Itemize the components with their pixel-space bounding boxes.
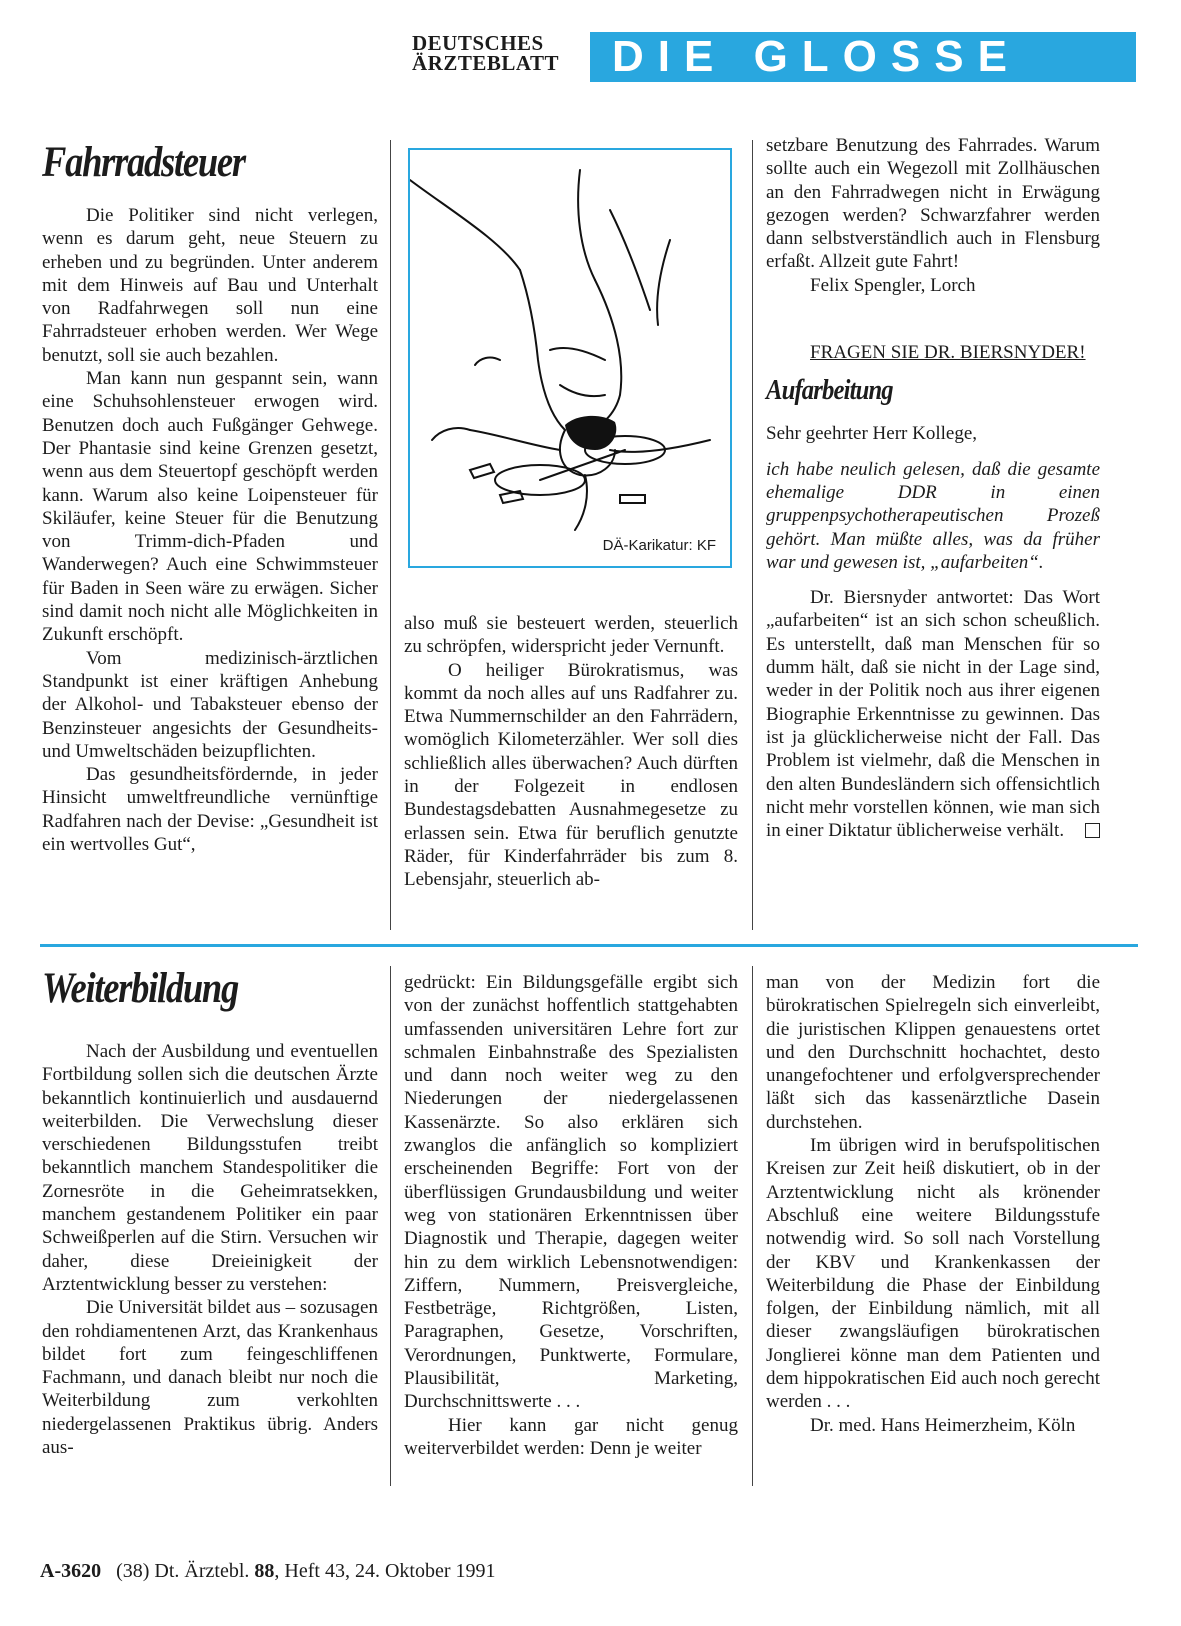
author-signature: Dr. med. Hans Heimerzheim, Köln xyxy=(810,1414,1076,1436)
column-divider xyxy=(390,966,391,1486)
cartoon-drawing xyxy=(410,150,730,566)
citation: (38) Dt. Ärztebl. xyxy=(116,1560,250,1582)
end-box-icon xyxy=(1085,823,1100,838)
paragraph: Die Universität bildet aus – sozusagen den rohdiamentenen Arzt, das Krankenhaus bildet fort zum feingeschliffenen Fachmann, und danach bleibt nur noch die Weiterbildung zum verkohlten niedergelassenen Praktikus übrig. Anders aus- xyxy=(42,1297,378,1459)
article-title-aufarbeitung: Aufarbeitung xyxy=(766,374,893,407)
section-banner xyxy=(590,32,1136,82)
paragraph: Hier kann gar nicht genug weiterverbildet werden: Denn je weiter xyxy=(404,1414,738,1459)
reader-question: ich habe neulich gelesen, daß die gesamte ehemalige DDR in einen gruppenpsychotherapeutischen Prozeß gehört. Man müßte alles, was da früher war und gewesen ist, „aufarbeiten“. xyxy=(766,458,1100,573)
article1-column2 xyxy=(404,612,738,892)
paragraph: setzbare Benutzung des Fahrrades. Warum sollte auch ein Wegezoll mit Zollhäuschen an den Fahrradwegen nicht in Erwägung gezogen werden? Schwarzfahrer werden dann selbstverständlich auch in Flensburg erfaßt. Allzeit gute Fahrt! xyxy=(766,135,1100,273)
article1-column1 xyxy=(42,204,378,856)
masthead-logo xyxy=(412,31,580,82)
cartoon-caption: DÄ-Karikatur: KF xyxy=(602,537,716,554)
paragraph: Man kann nun gespannt sein, wann eine Schuhsohlensteuer erwogen wird. Benutzen doch auch Fußgänger Gehwege. Der Phantasie sind keine Grenzen gesetzt, wenn aus dem Steuertopf geschöpft werden kann. Warum also keine Loipensteuer für Skiläufer, keine Steuer für die Benutzung von Trimm-dich-Pfaden und Wanderwegen? Auch eine Schwimmsteuer für Baden in Seen wäre zu erwägen. Sicher sind damit noch nicht alle Möglichkeiten in Zukunft erschöpft. xyxy=(42,368,378,646)
article3-column3 xyxy=(766,971,1100,1437)
paragraph: Vom medizinisch-ärztlichen Standpunkt ist einer kräftigen Anhebung der Alkohol- und Tabaksteuer ebenso der Benzinsteuer angesichts der Gesundheits- und Umweltschäden beizupflichten. xyxy=(42,647,378,762)
masthead-line1: DEUTSCHES xyxy=(412,31,544,55)
volume-number: 88 xyxy=(254,1560,275,1582)
cartoon-illustration xyxy=(408,148,732,568)
paragraph: O heiliger Bürokratismus, was kommt da noch alles auf uns Radfahrer zu. Etwa Nummernschilder an den Fahrrädern, womöglich Kilometerzähler. Wer soll dies schließlich alles überwachen? Auch dürften in der Folgezeit in endlosen Bundestagsdebatten Ausnahmegesetze zu erlassen sein. Etwa für beruflich genutzte Räder, für Kinderfahrräder bis zum 8. Lebensjahr, steuerlich ab- xyxy=(404,659,738,891)
section-divider xyxy=(40,944,1138,947)
paragraph: Das gesundheitsfördernde, in jeder Hinsicht umweltfreundliche vernünftige Radfahren nach der Devise: „Gesundheit ist ein wertvolles Gut“, xyxy=(42,764,378,856)
section-label: DIE GLOSSE xyxy=(612,32,1021,81)
paragraph: Nach der Ausbildung und eventuellen Fortbildung sollen sich die deutschen Ärzte bekanntlich kontinuierlich und ausdauernd weiterbilden. Die Verwechslung dieser verschiedenen Bildungsstufen treibt bekanntlich manchem Standespolitiker die Zornesröte in die Geheimratsekken, manchem gestandenem Politiker ein paar Schweißperlen auf die Stirn. Versuchen wir daher, diese Dreieinigkeit der Arztentwicklung besser zu verstehen: xyxy=(42,1041,378,1295)
column-divider xyxy=(752,966,753,1486)
article3-column2 xyxy=(404,971,738,1460)
paragraph: Dr. Biersnyder antwortet: Das Wort „aufarbeiten“ ist an sich schon scheußlich. Es unterstellt, daß man Menschen für so dumm hält, daß sie nicht in der Lage sind, weder in der Politik noch aus ihrer eigenen Biographie Erkenntnisse zu gewinnen. Das ist ja glücklicherweise nicht der Fall. Das Problem ist vielmehr, daß die Menschen in den alten Bundesländern sich offensichtlich nicht mehr vorstellen können, wie man sich in einer Diktatur üblicherweise verhält. xyxy=(766,587,1100,842)
column-rubric: FRAGEN SIE DR. BIERSNYDER! xyxy=(810,342,1086,364)
paragraph: Im übrigen wird in berufspolitischen Kreisen zur Zeit heiß diskutiert, ob in der Arztentwicklung nicht als krönender Abschluß eine weitere Bildungsstufe notwendig wird. So soll nach Vorstellung der KBV und Krankenkassen der Weiterbildung die Phase der Einbildung folgen, der Einbildung nämlich, mit all dieser zwangsläufigen bürokratischen Jonglierei könne man dem Patienten und dem hippokratischen Eid auch noch gerecht werden . . . xyxy=(766,1135,1100,1413)
author-signature: Felix Spengler, Lorch xyxy=(810,274,976,296)
column-divider xyxy=(390,140,391,930)
masthead-line2: ÄRZTEBLATT xyxy=(412,50,559,75)
article3-column1 xyxy=(42,1040,378,1459)
article-title-fahrradsteuer: Fahrradsteuer xyxy=(42,139,245,186)
paragraph: Die Politiker sind nicht verlegen, wenn es darum geht, neue Steuern zu erheben und zu begründen. Unter anderem mit dem Hinweis auf Bau und Unterhalt von Radfahrwegen soll nun eine Fahrradsteuer erhoben werden. Wer Wege benutzt, soll sie auch bezahlen. xyxy=(42,205,378,366)
salutation: Sehr geehrter Herr Kollege, xyxy=(766,423,978,445)
issue-date: , Heft 43, 24. Oktober 1991 xyxy=(274,1560,496,1582)
article-title-weiterbildung: Weiterbildung xyxy=(42,965,238,1012)
paragraph: also muß sie besteuert werden, steuerlich zu schröpfen, widerspricht jeder Vernunft. xyxy=(404,613,738,658)
article1-column3 xyxy=(766,134,1100,844)
page-footer xyxy=(40,1560,495,1583)
paragraph: man von der Medizin fort die bürokratischen Spielregeln sich einverleibt, die juristischen Klippen genauestens ortet und den Durchschnitt hochachtet, desto unangefochtener und erfolgversprechender läßt sich das kassenärztliche Dasein durchstehen. xyxy=(766,972,1100,1133)
paragraph: gedrückt: Ein Bildungsgefälle ergibt sich von der zunächst hoffentlich stattgehabten umfassenden universitären Lehre fort zur schmalen Einbahnstraße des Spezialisten und dann noch weiter weg zu den Niederungen der niedergelassenen Kassenärzte. So also erklären sich zwanglos die anfänglich so kompliziert erscheinenden Begriffe: Fort von der überflüssigen Grundausbildung und weiter weg von stationären Erkenntnissen über Diagnostik und Therapie, dagegen weiter hin zu dem wirklich Lebensnotwendigen: Ziffern, Nummern, Preisvergleiche, Festbeträge, Richtgrößen, Listen, Paragraphen, Gesetze, Vorschriften, Verordnungen, Punktwerte, Formulare, Plausibilität, Marketing, Durchschnittswerte . . . xyxy=(404,972,738,1413)
column-divider xyxy=(752,140,753,930)
page-number: A-3620 xyxy=(40,1560,102,1582)
